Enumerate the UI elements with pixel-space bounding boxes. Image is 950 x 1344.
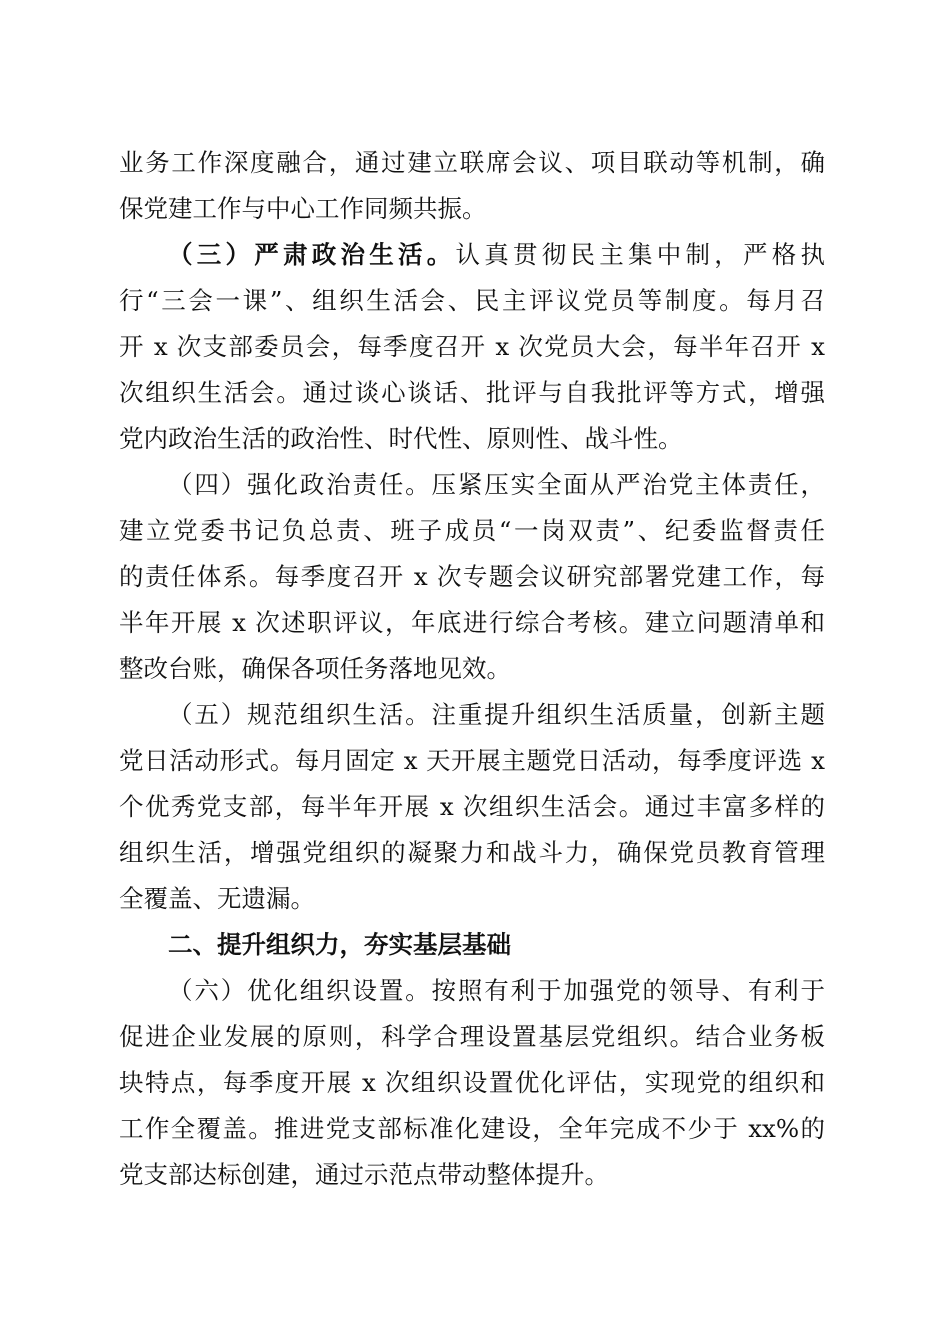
paragraph-6 xyxy=(119,968,825,1198)
text-line: 党内政治生活的政治性、时代性、原则性、战斗性。 xyxy=(119,424,683,453)
text-line: 的责任体系。每季度召开 x 次专题会议研究部署党建工作，每 xyxy=(119,562,825,591)
text-line: 党支部达标创建，通过示范点带动整体提升。 xyxy=(119,1160,609,1189)
text-line xyxy=(119,232,825,278)
text-line xyxy=(119,968,825,1014)
text-line: 块特点，每季度开展 x 次组织设置优化评估，实现党的组织和 xyxy=(119,1068,825,1097)
paragraph-continuation xyxy=(119,140,825,232)
text-run: 注重提升组织生活质量，创新主题 xyxy=(431,700,826,729)
text-line: 党日活动形式。每月固定 x 天开展主题党日活动，每季度评选 x xyxy=(119,746,825,775)
paragraph-lead: （六）优化组织设置。 xyxy=(168,976,432,1005)
text-line: 工作全覆盖。推进党支部标准化建设，全年完成不少于 xx%的 xyxy=(119,1114,825,1143)
text-line: 半年开展 x 次述职评议，年底进行综合考核。建立问题清单和 xyxy=(119,608,825,637)
text-line: 整改台账，确保各项任务落地见效。 xyxy=(119,654,511,683)
text-line: 开 x 次支部委员会，每季度召开 x 次党员大会，每半年召开 x xyxy=(119,332,825,361)
text-line: 全覆盖、无遗漏。 xyxy=(119,884,315,913)
paragraph-5 xyxy=(119,692,825,922)
text-line: 组织生活，增强党组织的凝聚力和战斗力，确保党员教育管理 xyxy=(119,838,825,867)
paragraph-3 xyxy=(119,232,825,462)
text-run: 认真贯彻民主集中制，严格执 xyxy=(455,240,825,269)
document-body xyxy=(119,140,825,1198)
paragraph-lead: （三）严肃政治生活。 xyxy=(168,240,456,269)
paragraph-lead: （五）规范组织生活。 xyxy=(168,700,432,729)
text-line xyxy=(119,462,825,508)
paragraph-4 xyxy=(119,462,825,692)
text-line: 次组织生活会。通过谈心谈话、批评与自我批评等方式，增强 xyxy=(119,378,825,407)
text-line: 建立党委书记负总责、班子成员“一岗双责”、纪委监督责任 xyxy=(119,516,825,545)
text-line xyxy=(119,692,825,738)
text-line: 行“三会一课”、组织生活会、民主评议党员等制度。每月召 xyxy=(119,286,825,315)
text-line: 促进企业发展的原则，科学合理设置基层党组织。结合业务板 xyxy=(119,1022,825,1051)
text-run: 压紧压实全面从严治党主体责任， xyxy=(431,470,826,499)
text-line: 个优秀党支部，每半年开展 x 次组织生活会。通过丰富多样的 xyxy=(119,792,825,821)
paragraph-lead: （四）强化政治责任。 xyxy=(168,470,432,499)
section-heading: 二、提升组织力，夯实基层基础 xyxy=(168,930,511,959)
text-line: 保党建工作与中心工作同频共振。 xyxy=(119,194,487,223)
text-run: 按照有利于加强党的领导、有利于 xyxy=(431,976,826,1005)
text-line: 业务工作深度融合，通过建立联席会议、项目联动等机制，确 xyxy=(119,148,825,177)
